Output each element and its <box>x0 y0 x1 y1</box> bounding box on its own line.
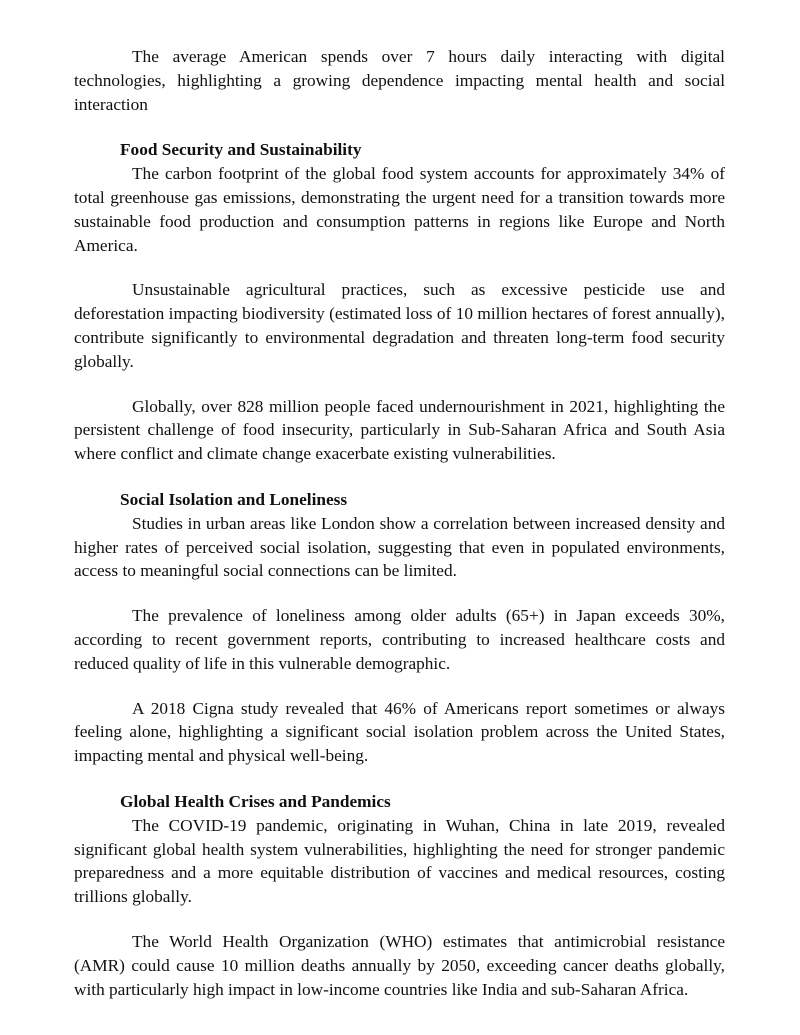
section-global-health <box>74 790 725 1001</box>
paragraph: A 2018 Cigna study revealed that 46% of Americans report sometimes or always feeling alone, highlighting a significant social isolation problem across the United States, impacting mental and physical well-being. <box>74 698 725 766</box>
section-social-isolation <box>74 488 725 768</box>
paragraph: Unsustainable agricultural practices, such as excessive pesticide use and deforestation impacting biodiversity (estimated loss of 10 million hectares of forest annually), contribute significantly to environmental degradation and threaten long-term food security globally. <box>74 280 725 371</box>
document-body <box>74 45 725 1001</box>
section-food-security <box>74 138 725 466</box>
section-spacer <box>74 466 725 488</box>
paragraph: Globally, over 828 million people faced undernourishment in 2021, highlighting the persistent challenge of food insecurity, particularly in Sub-Saharan Africa and South Asia where conflict and climate change exacerbate existing vulnerabilities. <box>74 396 725 464</box>
section-heading: Global Health Crises and Pandemics <box>120 791 391 811</box>
section-heading: Social Isolation and Loneliness <box>120 489 348 509</box>
paragraph: The COVID-19 pandemic, originating in Wuhan, China in late 2019, revealed significant global health system vulnerabilities, highlighting the need for stronger pandemic preparedness and a more equitable distribution of vaccines and medical resources, costing trillions globally. <box>74 815 725 907</box>
paragraph: The carbon footprint of the global food system accounts for approximately 34% of total greenhouse gas emissions, demonstrating the urgent need for a transition towards more sustainable food production and consumption patterns in regions like Europe and North America. <box>74 164 725 255</box>
paragraph: The prevalence of loneliness among older adults (65+) in Japan exceeds 30%, according to recent government reports, contributing to increased healthcare costs and reduced quality of life in this vulnerable demographic. <box>74 606 725 673</box>
paragraph: The World Health Organization (WHO) estimates that antimicrobial resistance (AMR) could cause 10 million deaths annually by 2050, exceeding cancer deaths globally, with particularly high impact in low-income countries like India and sub-Saharan Africa. <box>74 931 725 999</box>
paragraph: Studies in urban areas like London show a correlation between increased density and higher rates of perceived social isolation, suggesting that even in populated environments, access to meaningful social connections can be limited. <box>74 513 725 581</box>
section-spacer <box>74 116 725 138</box>
intro-paragraph: The average American spends over 7 hours daily interacting with digital technologies, highlighting a growing dependence impacting mental health and social interaction <box>74 47 725 114</box>
section-heading: Food Security and Sustainability <box>120 140 362 160</box>
section-spacer <box>74 768 725 790</box>
